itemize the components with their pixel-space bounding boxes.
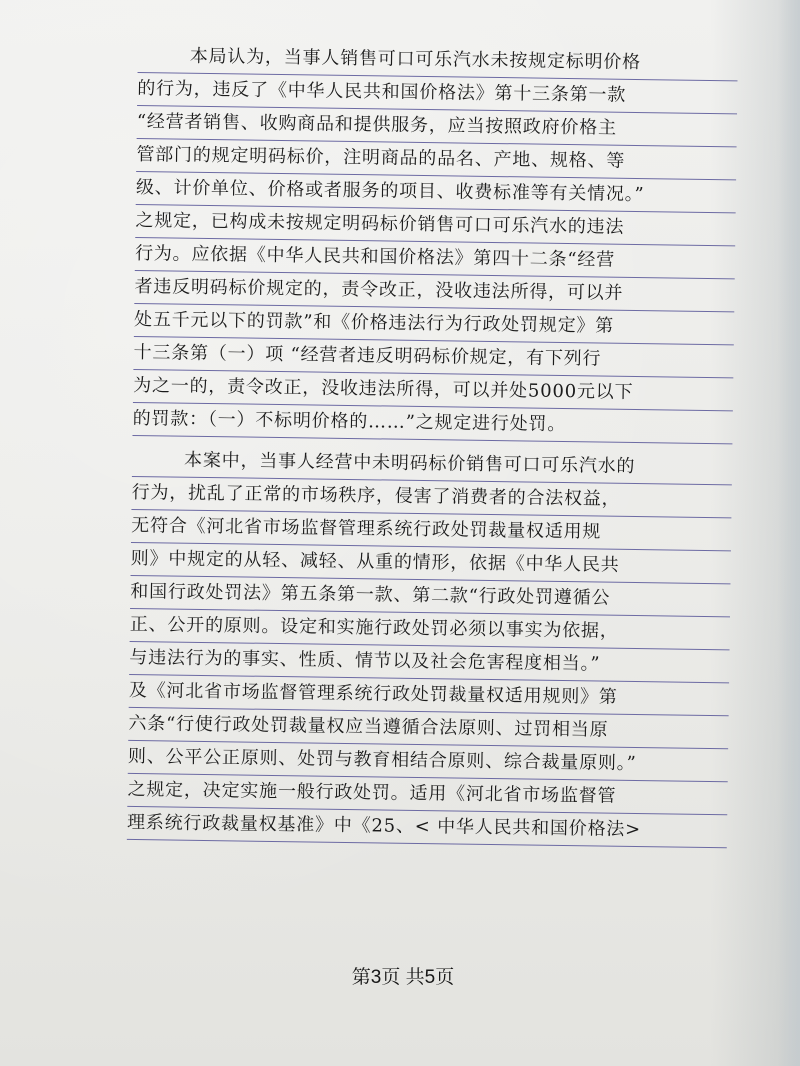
document-line: 级、计价单位、价格或者服务的项目、收费标准等有关情况。”	[136, 172, 736, 213]
document-line: 六条“行使行政处罚裁量权应当遵循合法原则、过罚相当原	[128, 708, 728, 749]
document-line: 行为。应依据《中华人民共和国价格法》第四十二条“经营	[135, 238, 735, 279]
document-line: 之规定，决定实施一般行政处罚。适用《河北省市场监督管	[127, 774, 727, 815]
document-line: “经营者销售、收购商品和提供服务，应当按照政府价格主	[137, 106, 737, 147]
document-line: 的罚款：（一）不标明价格的……”之规定进行处罚。	[132, 403, 732, 444]
document-line: 和国行政处罚法》第五条第一款、第二款“行政处罚遵循公	[130, 576, 730, 617]
document-line: 与违法行为的事实、性质、情节以及社会危害程度相当。”	[129, 642, 729, 683]
document-line: 为之一的，责令改正，没收违法所得，可以并处5000元以下	[133, 370, 733, 411]
page-footer: 第3页 共5页	[351, 967, 455, 988]
document-line: 正、公开的原则。设定和实施行政处罚必须以事实为依据，	[130, 609, 730, 650]
document-text-block	[127, 40, 738, 848]
document-line: 的行为，违反了《中华人民共和国价格法》第十三条第一款	[137, 73, 737, 114]
document-line: 十三条第（一）项 “经营者违反明码标价规定，有下列行	[133, 337, 733, 378]
document-line: 及《河北省市场监督管理系统行政处罚裁量权适用规则》第	[129, 675, 729, 716]
document-line: 则》中规定的从轻、减轻、从重的情形，依据《中华人民共	[131, 543, 731, 584]
document-line: 则、公平公正原则、处罚与教育相结合原则、综合裁量原则。”	[128, 741, 728, 782]
document-line: 无符合《河北省市场监督管理系统行政处罚裁量权适用规	[131, 510, 731, 551]
document-line: 处五千元以下的罚款”和《价格违法行为行政处罚规定》第	[134, 304, 734, 345]
document-line: 本局认为，当事人销售可口可乐汽水未按规定标明价格	[138, 40, 738, 81]
document-line: 行为，扰乱了正常的市场秩序，侵害了消费者的合法权益，	[131, 477, 731, 518]
sheet-edge-shadow	[778, 0, 800, 1066]
document-line: 者违反明码标价规定的，责令改正，没收违法所得，可以并	[134, 271, 734, 312]
document-line: 本案中，当事人经营中未明码标价销售可口可乐汽水的	[132, 444, 732, 485]
document-line: 管部门的规定明码标价，注明商品的品名、产地、规格、等	[136, 139, 736, 180]
document-line: 之规定，已构成未按规定明码标价销售可口可乐汽水的违法	[135, 205, 735, 246]
document-line: 理系统行政裁量权基准》中《25、< 中华人民共和国价格法>	[127, 807, 727, 848]
